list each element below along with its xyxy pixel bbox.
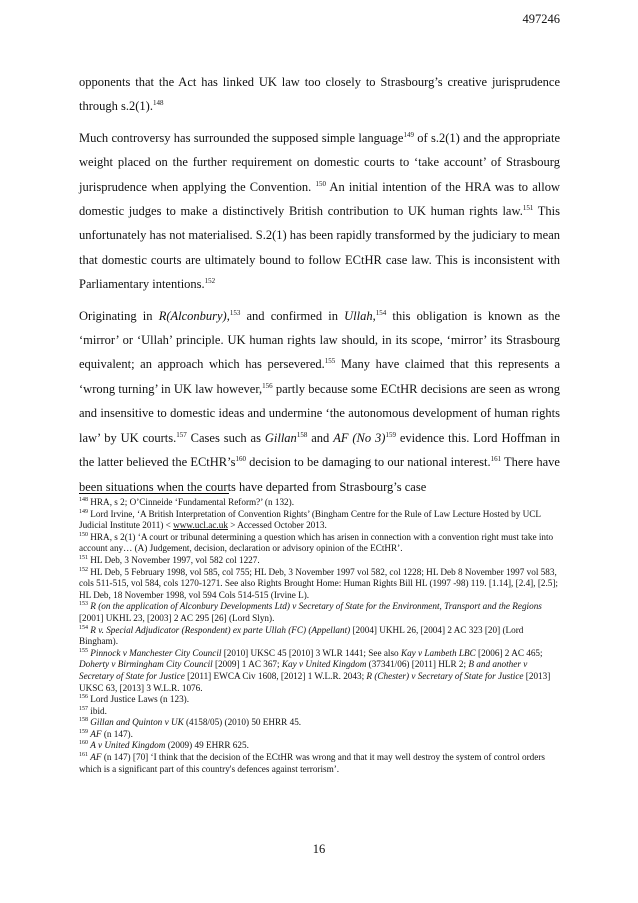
footnote [79, 717, 560, 729]
footnote-ref: 156 [262, 381, 273, 390]
text-run: and [307, 430, 334, 445]
text-run: (4158/05) (2010) 50 EHRR 45. [183, 717, 302, 728]
footnote-ref: 151 [522, 203, 534, 212]
footnote-ref: 161 [490, 454, 502, 463]
footnote [79, 601, 560, 624]
text-run: [2006] 2 AC 465; [475, 647, 543, 658]
footnote [79, 509, 560, 532]
text-run: (37341/06) [2011] HLR 2; [366, 659, 469, 670]
italic-run: R(Alconbury), [158, 308, 230, 323]
italic-run: AF (No 3) [333, 430, 386, 445]
document-id: 497246 [522, 12, 560, 26]
footnote [79, 532, 560, 555]
text-run: ibid. [88, 705, 107, 716]
text-run: opponents that the Act has linked UK law too closely to Strasbourg’s creative jurisprudence through s.2(1). [79, 75, 560, 114]
footnote-ref: 158 [296, 430, 308, 439]
footnote [79, 555, 560, 567]
text-run: (n 147) [70] ‘I think that the decision of the ECtHR was wrong and that it may well destroy the system of control orders which is a significant part of this country's defences against terrorism’. [79, 752, 545, 774]
footnote-ref: 154 [79, 624, 88, 631]
footnote [79, 648, 560, 694]
italic-run: AF [90, 728, 102, 739]
italic-run: Kay v Lambeth LBC [400, 647, 476, 658]
text-run: [2010] UKSC 45 [2010] 3 WLR 1441; See also [221, 647, 401, 658]
footnote-ref: 151 [79, 554, 88, 561]
footnote-ref: 149 [79, 508, 88, 515]
paragraph [79, 126, 560, 297]
footnote-ref: 159 [385, 430, 396, 439]
italic-run: R v. Special Adjudicator (Respondent) ex parte Ullah (FC) (Appellant) [90, 624, 351, 635]
footnotes [79, 497, 560, 775]
italic-run: Doherty v Birmingham City Council [79, 659, 213, 670]
footnote [79, 694, 560, 706]
text-run: evidence this. Lord Hoffman in the latter believed the ECtHR’s [79, 430, 560, 470]
footnote [79, 752, 560, 775]
text-run: HL Deb, 3 November 1997, vol 582 col 1227. [88, 554, 260, 565]
text-run: [2013] UKSC 63, [2013] 3 W.L.R. 1076. [79, 670, 551, 693]
text-run: Lord Justice Laws (n 123). [88, 694, 190, 705]
text-run: (n 147). [101, 728, 133, 739]
footnote-ref: 154 [375, 308, 387, 317]
footnote-ref: 157 [176, 430, 187, 439]
url-link[interactable]: www.ucl.ac.uk [173, 520, 228, 531]
footnote-ref: 152 [79, 566, 88, 573]
footnote [79, 497, 560, 509]
footnote [79, 729, 560, 741]
text-run: > Accessed October 2013. [227, 520, 327, 531]
text-run: this obligation is known as the ‘mirror’ or ‘Ullah’ principle. UK human rights law should, in its scope, ‘mirror’ its Strasbourg equivalent; an approach which has persevered. [79, 308, 560, 372]
italic-run: Pinnock v Manchester City Council [90, 647, 222, 658]
italic-run: AF [90, 752, 102, 763]
footnote-ref: 152 [204, 277, 216, 286]
text-run: Originating in [79, 308, 159, 323]
text-run: of s.2(1) and the appropriate weight placed on the further requirement on domestic courts to ‘take account’ of Strasbourg jurisprudence when applying the Convention. [79, 130, 560, 194]
footnote-ref: 150 [315, 179, 326, 188]
footnote-ref: 148 [152, 99, 164, 108]
footnote-ref: 150 [79, 531, 88, 538]
footnote-ref: 155 [324, 357, 336, 366]
text-run: This unfortunately has not materialised. S.2(1) has been rapidly transformed by the judiciary to mean that domestic courts are ultimately bound to follow ECtHR case law. This is inconsistent with Parliamentary intentions. [79, 204, 561, 292]
footnote [79, 706, 560, 718]
text-run: (2009) 49 EHRR 625. [165, 740, 249, 751]
page-number: 16 [312, 842, 326, 856]
text-run: HRA, s 2; O’Cinneide ‘Fundamental Reform?’ (n 132). [88, 497, 294, 507]
text-run: There have been situations when the courts have departed from Strasbourg’s case [79, 455, 560, 494]
text-run: HRA, s 2(1) ‘A court or tribunal determining a question which has arisen in connection with a convention right must take into account any… (A) Judgement, decision, declaration or advisory opinion of the ECtHR’. [79, 531, 554, 554]
footnote [79, 567, 560, 602]
italic-run: Gillan and Quinton v UK [90, 717, 184, 728]
text-run: Many have claimed that this represents a ‘wrong turning’ in UK law however, [79, 357, 560, 396]
text-run: [2009] 1 AC 367; [212, 659, 282, 670]
footnote-ref: 156 [79, 694, 88, 701]
footnote-ref: 158 [79, 717, 88, 724]
footnote-ref: 159 [79, 728, 88, 735]
text-run: Lord Irvine, ‘A British Interpretation of Convention Rights’ (Bingham Centre for the Rule of Law Lecture Hosted by UCL Judicial Institute 2011) < [79, 508, 541, 531]
italic-run: Kay v United Kingdom [281, 659, 367, 670]
text-run: partly because some ECtHR decisions are seen as wrong and insensitive to domestic ideas and undermine ‘the autonomous development of human rights law’ by UK courts. [79, 381, 560, 445]
text-run: Much controversy has surrounded the supposed simple language [79, 130, 404, 145]
footnote-ref: 155 [79, 647, 88, 654]
footnote [79, 625, 560, 648]
text-run: HL Deb, 5 February 1998, vol 585, col 755; HL Deb, 3 November 1997 vol 582, col 1228; HL Deb 8 November 1997 vol 583, cols 511-515, vol 584, cols 1270-1271. See also Rights Brought Home: Human Rights Bill HL (1997 -98) 119. [1.14], [2.4], [2.5]; HL Deb, 18 November 1998, vol 594 Cols 514-515 (Irvine L). [79, 566, 558, 600]
footnote-ref: 153 [229, 308, 241, 317]
italic-run: R (on the application of Alconbury Developments Ltd) v Secretary of State for the Environment, Transport and the Regions [90, 601, 542, 612]
footnote-ref: 161 [79, 752, 88, 758]
italic-run: Gillan [264, 430, 297, 445]
text-run: [2001] UKHL 23, [2003] 2 AC 295 [26] (Lord Slyn). [79, 612, 275, 623]
footnote-ref: 149 [403, 130, 414, 139]
text-run: [2004] UKHL 26, [2004] 2 AC 323 [20] (Lord Bingham). [79, 624, 524, 647]
text-run: [2011] EWCA Civ 1608, [2012] 1 W.L.R. 2043; [184, 670, 367, 681]
footnote-ref: 148 [79, 496, 88, 503]
italic-run: B and another v Secretary of State for Justice [79, 659, 528, 681]
footnote-ref: 153 [79, 601, 88, 608]
italic-run: Ullah, [344, 308, 376, 323]
footnote-ref: 157 [79, 705, 88, 712]
text-run: Cases such as [186, 430, 265, 445]
footnote-ref: 160 [79, 740, 88, 747]
text-run: An initial intention of the HRA was to allow domestic judges to make a distinctively British contribution to UK human rights law. [79, 179, 560, 219]
body-text [79, 70, 560, 506]
footnote-ref: 160 [235, 454, 246, 463]
text-run: and confirmed in [240, 308, 345, 323]
footnote [79, 740, 560, 752]
paragraph [79, 70, 560, 119]
italic-run: A v United Kingdom [90, 740, 166, 751]
footnote-separator [79, 493, 229, 494]
paragraph [79, 304, 560, 499]
text-run: decision to be damaging to our national interest. [245, 455, 491, 470]
italic-run: R (Chester) v Secretary of State for Justice [366, 670, 524, 681]
